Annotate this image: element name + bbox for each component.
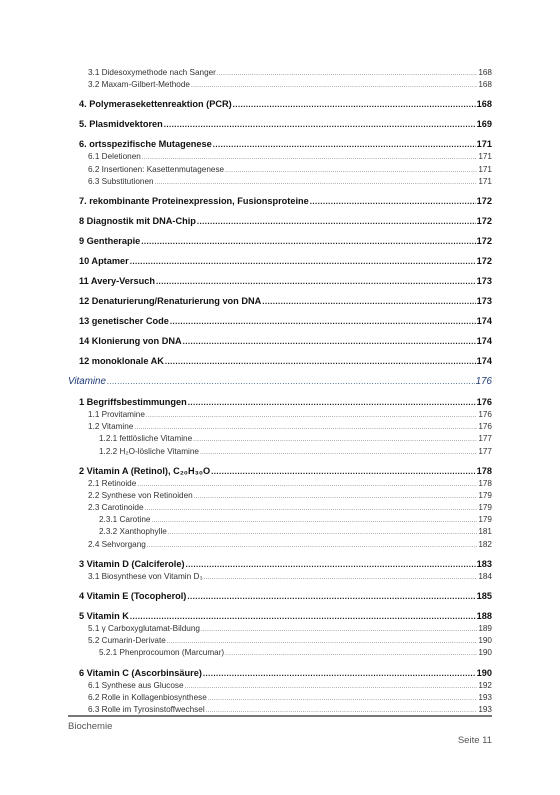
toc-entry-page: 185	[476, 591, 492, 601]
toc-dot-leader	[213, 139, 476, 149]
toc-dot-leader	[145, 503, 478, 512]
toc-entry-page: 182	[478, 539, 492, 549]
toc-entry-title: 3.2 Maxam-Gilbert-Methode	[88, 80, 190, 90]
toc-entry[interactable]	[68, 256, 492, 269]
toc-dot-leader	[191, 80, 477, 89]
toc-entry[interactable]	[68, 491, 492, 503]
toc-entry-page: 168	[478, 80, 492, 90]
footer-page-number: Seite 11	[457, 735, 492, 746]
toc-dot-leader	[206, 705, 478, 714]
toc-entry[interactable]	[68, 479, 492, 491]
toc-entry-page: 177	[478, 446, 492, 456]
toc-entry-page: 171	[476, 139, 492, 150]
toc-dot-leader	[164, 119, 476, 129]
toc-entry-page: 173	[476, 295, 492, 306]
toc-entry-title: 9 Gentherapie	[79, 235, 141, 246]
toc-entry-title: 6. ortsspezifische Mutagenese	[79, 139, 212, 150]
toc-entry[interactable]	[68, 668, 492, 681]
toc-entry-title: 6.2 Insertionen: Kasettenmutagenese	[88, 164, 225, 174]
toc-entry[interactable]	[68, 624, 492, 636]
toc-entry[interactable]	[68, 693, 492, 705]
toc-dot-leader	[170, 316, 476, 326]
toc-entry-page: 176	[475, 375, 492, 387]
toc-dot-leader	[201, 624, 477, 633]
toc-entry[interactable]	[68, 356, 492, 369]
toc-entry[interactable]	[68, 681, 492, 693]
toc-dot-leader	[225, 648, 477, 657]
toc-entry[interactable]	[68, 316, 492, 329]
toc-dot-leader	[167, 636, 478, 645]
toc-entry-title: 2.4 Sehvorgang	[88, 539, 146, 549]
toc-dot-leader	[204, 572, 478, 581]
toc-dot-leader	[107, 376, 475, 387]
toc-dot-leader	[134, 422, 477, 431]
toc-entry[interactable]	[68, 527, 492, 539]
toc-entry[interactable]	[68, 165, 492, 177]
table-of-contents	[68, 68, 492, 717]
toc-entry[interactable]	[68, 276, 492, 289]
toc-entry-title: 2.3.1 Carotine	[99, 515, 151, 525]
toc-entry-page: 177	[478, 434, 492, 444]
toc-entry[interactable]	[68, 177, 492, 189]
toc-entry-page: 184	[478, 571, 492, 581]
toc-dot-leader	[187, 591, 475, 601]
toc-entry[interactable]	[68, 636, 492, 648]
toc-dot-leader	[130, 256, 476, 266]
toc-entry[interactable]	[68, 559, 492, 572]
toc-entry-title: 5. Plasmidvektoren	[79, 119, 163, 130]
toc-entry[interactable]	[68, 119, 492, 132]
toc-entry[interactable]	[68, 99, 492, 112]
toc-entry-title: 3.1 Biosynthese von Vitamin D₃	[88, 571, 203, 581]
toc-entry-page: 193	[478, 704, 492, 714]
toc-entry[interactable]	[68, 572, 492, 584]
toc-entry-title: 7. rekombinante Proteinexpression, Fusionsproteine	[79, 195, 309, 206]
toc-dot-leader	[262, 296, 475, 306]
toc-entry-page: 178	[478, 478, 492, 488]
toc-dot-leader	[142, 152, 478, 161]
toc-dot-leader	[183, 336, 476, 346]
toc-entry-title: 2 Vitamin A (Retinol), C₂₀H₃₀O	[79, 465, 211, 476]
toc-dot-leader	[310, 196, 476, 206]
toc-entry-page: 176	[476, 396, 492, 407]
toc-entry[interactable]	[68, 648, 492, 660]
toc-dot-leader	[155, 177, 478, 186]
toc-entry-title: 2.3 Carotinoide	[88, 503, 144, 513]
toc-entry-title: 5.2 Cumarin-Derivate	[88, 636, 166, 646]
toc-dot-leader	[200, 447, 477, 456]
toc-entry-page: 193	[478, 692, 492, 702]
toc-entry-page: 172	[476, 215, 492, 226]
toc-entry-title: 13 genetischer Code	[79, 315, 169, 326]
toc-entry[interactable]	[68, 336, 492, 349]
toc-entry-title: 11 Avery-Versuch	[79, 275, 155, 286]
toc-dot-leader	[156, 276, 476, 286]
toc-entry-title: 12 Denaturierung/Renaturierung von DNA	[79, 295, 262, 306]
toc-entry-title: 12 monoklonale AK	[79, 355, 164, 366]
toc-dot-leader	[137, 479, 477, 488]
toc-entry-page: 179	[478, 515, 492, 525]
toc-entry[interactable]	[68, 397, 492, 410]
toc-entry-page: 171	[478, 152, 492, 162]
toc-entry-page: 176	[478, 422, 492, 432]
toc-entry-page: 190	[476, 667, 492, 678]
toc-entry-title: 10 Aptamer	[79, 255, 129, 266]
footer-document-title: Biochemie	[68, 721, 113, 732]
footer-rule	[68, 715, 492, 717]
toc-dot-leader	[193, 434, 477, 443]
toc-entry-title: 6.3 Rolle im Tyrosinstoffwechsel	[88, 704, 205, 714]
toc-entry-title: 1.2 Vitamine	[88, 422, 134, 432]
toc-entry-title: 6.1 Deletionen	[88, 152, 141, 162]
toc-entry-title: 6.2 Rolle in Kollagenbiosynthese	[88, 692, 207, 702]
toc-dot-leader	[203, 668, 476, 678]
toc-entry-title: 5 Vitamin K	[79, 611, 129, 621]
toc-dot-leader	[194, 491, 478, 500]
toc-entry-page: 176	[478, 409, 492, 419]
toc-entry-title: 5.1 γ Carboxyglutamat-Bildung	[88, 624, 200, 633]
toc-entry-page: 168	[478, 68, 492, 77]
toc-dot-leader	[185, 681, 478, 690]
toc-entry[interactable]	[68, 152, 492, 164]
toc-entry-title: 6.1 Synthese aus Glucose	[88, 680, 184, 690]
toc-entry-title: 4. Polymerasekettenreaktion (PCR)	[79, 99, 232, 110]
toc-dot-leader	[211, 466, 476, 476]
toc-entry[interactable]	[68, 216, 492, 229]
toc-entry-page: 190	[478, 648, 492, 658]
toc-entry-title: 2.2 Synthese von Retinoiden	[88, 490, 193, 500]
toc-dot-leader	[217, 68, 477, 77]
toc-entry-page: 178	[476, 465, 492, 476]
toc-entry-page: 172	[476, 255, 492, 266]
toc-entry-page: 171	[478, 176, 492, 186]
toc-entry[interactable]	[68, 80, 492, 92]
toc-entry-title: 5.2.1 Phenprocoumon (Marcumar)	[99, 648, 225, 658]
toc-entry-page: 189	[478, 624, 492, 633]
toc-entry-title: Vitamine	[68, 375, 106, 387]
toc-dot-leader	[208, 693, 478, 702]
toc-entry-page: 192	[478, 680, 492, 690]
toc-entry-title: 14 Klonierung von DNA	[79, 335, 182, 346]
toc-entry[interactable]	[68, 447, 492, 459]
toc-entry-title: 1.2.1 fettlösliche Vitamine	[99, 434, 193, 444]
toc-entry-title: 1 Begriffsbestimmungen	[79, 396, 187, 407]
toc-entry[interactable]	[68, 515, 492, 527]
toc-entry-page: 179	[478, 503, 492, 513]
toc-chapter-entry[interactable]	[68, 376, 492, 390]
toc-entry-page: 169	[476, 119, 492, 130]
toc-entry-page: 181	[478, 527, 492, 537]
toc-entry-title: 1.2.2 H₂O-lösliche Vitamine	[99, 446, 199, 456]
toc-entry[interactable]	[68, 611, 492, 624]
toc-entry[interactable]	[68, 196, 492, 209]
toc-entry[interactable]	[68, 591, 492, 604]
toc-entry[interactable]	[68, 236, 492, 249]
toc-entry[interactable]	[68, 466, 492, 479]
toc-entry-page: 188	[476, 611, 492, 621]
toc-entry[interactable]	[68, 296, 492, 309]
toc-dot-leader	[165, 356, 476, 366]
toc-dot-leader	[188, 397, 476, 407]
toc-entry[interactable]	[68, 410, 492, 422]
toc-dot-leader	[146, 410, 477, 419]
toc-entry-page: 174	[476, 355, 492, 366]
toc-entry-page: 173	[476, 275, 492, 286]
toc-dot-leader	[233, 99, 476, 109]
toc-entry-page: 168	[476, 99, 492, 110]
toc-dot-leader	[151, 515, 477, 524]
toc-entry-title: 2.3.2 Xanthophylle	[99, 527, 167, 537]
toc-dot-leader	[147, 540, 478, 549]
toc-dot-leader	[130, 611, 476, 621]
toc-entry[interactable]	[68, 540, 492, 552]
toc-entry[interactable]	[68, 422, 492, 434]
toc-dot-leader	[168, 527, 478, 536]
toc-entry-title: 3 Vitamin D (Calciferole)	[79, 558, 185, 569]
toc-entry[interactable]	[68, 503, 492, 515]
toc-entry-title: 1.1 Provitamine	[88, 409, 145, 419]
toc-entry[interactable]	[68, 68, 492, 80]
toc-entry[interactable]	[68, 139, 492, 152]
toc-entry-title: 3.1 Didesoxymethode nach Sanger	[88, 68, 216, 77]
toc-entry-page: 183	[476, 558, 492, 569]
toc-entry-page: 174	[476, 335, 492, 346]
toc-dot-leader	[141, 236, 475, 246]
toc-dot-leader	[197, 216, 476, 226]
toc-dot-leader	[225, 165, 477, 174]
toc-entry-page: 172	[476, 195, 492, 206]
toc-entry-title: 4 Vitamin E (Tocopherol)	[79, 591, 187, 601]
toc-entry-page: 172	[476, 235, 492, 246]
toc-dot-leader	[186, 559, 476, 569]
toc-entry-title: 2.1 Retinoide	[88, 478, 137, 488]
toc-entry-title: 6 Vitamin C (Ascorbinsäure)	[79, 667, 202, 678]
toc-entry[interactable]	[68, 434, 492, 446]
toc-entry-page: 179	[478, 490, 492, 500]
toc-entry-page: 174	[476, 315, 492, 326]
toc-entry-page: 190	[478, 636, 492, 646]
toc-entry-page: 171	[478, 164, 492, 174]
toc-entry-title: 8 Diagnostik mit DNA-Chip	[79, 215, 196, 226]
toc-entry-title: 6.3 Substitutionen	[88, 176, 154, 186]
